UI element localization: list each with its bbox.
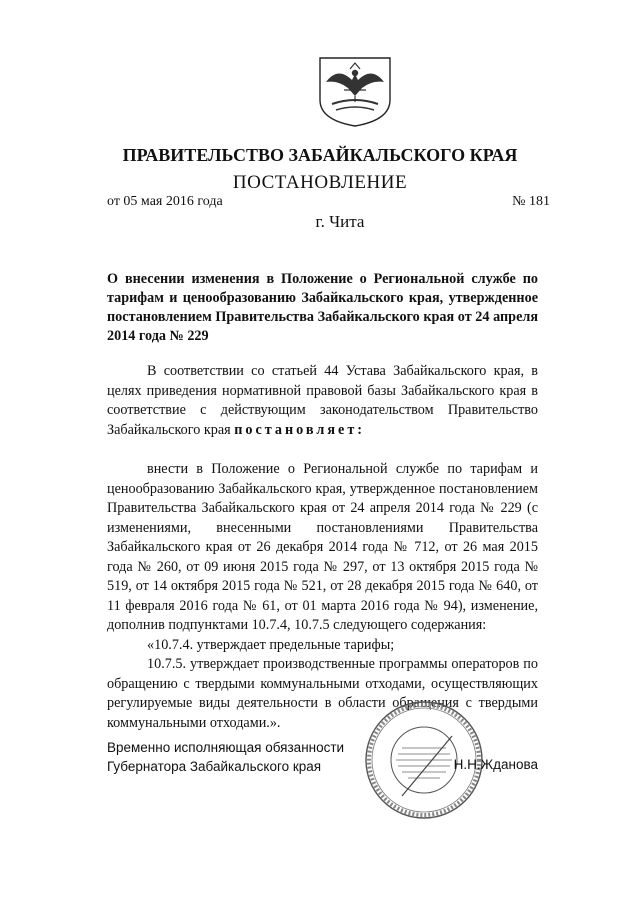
signatory-name: Н.Н.Жданова bbox=[453, 757, 538, 772]
document-date: от 05 мая 2016 года bbox=[107, 194, 223, 209]
resolves-word: постановляет: bbox=[234, 421, 366, 438]
main-paragraph: внести в Положение о Региональной службе по тарифам и ценообразованию Забайкальского края, утвержденное постановлением Правительства Забайкальского края от 24 апреля 2014 года № 229 (с изменениями, внесенными постановлениями Правительства Забайкальского края от 26 декабря 2014 года № 712, от 26 мая 2015 года № 260, от 09 июня 2015 года № 297, от 13 октября 2015 года № 519, от 14 октября 2015 года № 521, от 28 декабря 2015 года № 640, от 11 февраля 2016 года № 61, от 01 марта 2016 года № 94), изменение, дополнив подпунктами 10.7.4, 10.7.5 следующего содержания: bbox=[107, 461, 538, 633]
document-body bbox=[107, 362, 538, 733]
subitem-10-7-5: 10.7.5. утверждает производственные программы операторов по обращению с твердыми коммунальными отходами, осуществляющих регулируемые виды деятельности в области обращения с твердыми коммунальными отходами.». bbox=[107, 656, 538, 731]
document-type: ПОСТАНОВЛЕНИЕ bbox=[232, 172, 408, 193]
document-subject: О внесении изменения в Положение о Региональной службе по тарифам и ценообразованию Забайкальского края, утвержденное постановлением Правительства Забайкальского края от 24 апреля 2014 года № 229 bbox=[107, 271, 538, 344]
signatory-role-line1: Временно исполняющая обязанности bbox=[107, 740, 345, 755]
preamble-text: В соответствии со статьей 44 Устава Забайкальского края, в целях приведения нормативной правовой базы Забайкальского края в соответствие с действующим законодательством Правительство Забайкальского края bbox=[107, 363, 538, 438]
document-city: г. Чита bbox=[315, 212, 365, 231]
document-number: № 181 bbox=[512, 194, 550, 209]
signatory-role-line2: Губернатора Забайкальского края bbox=[107, 759, 322, 774]
coat-of-arms-icon bbox=[316, 54, 394, 128]
signatory-role bbox=[107, 738, 344, 776]
preamble-paragraph bbox=[107, 362, 538, 440]
government-name: ПРАВИТЕЛЬСТВО ЗАБАЙКАЛЬСКОГО КРАЯ bbox=[122, 145, 518, 165]
subitem-10-7-4: «10.7.4. утверждает предельные тарифы; bbox=[147, 636, 395, 653]
